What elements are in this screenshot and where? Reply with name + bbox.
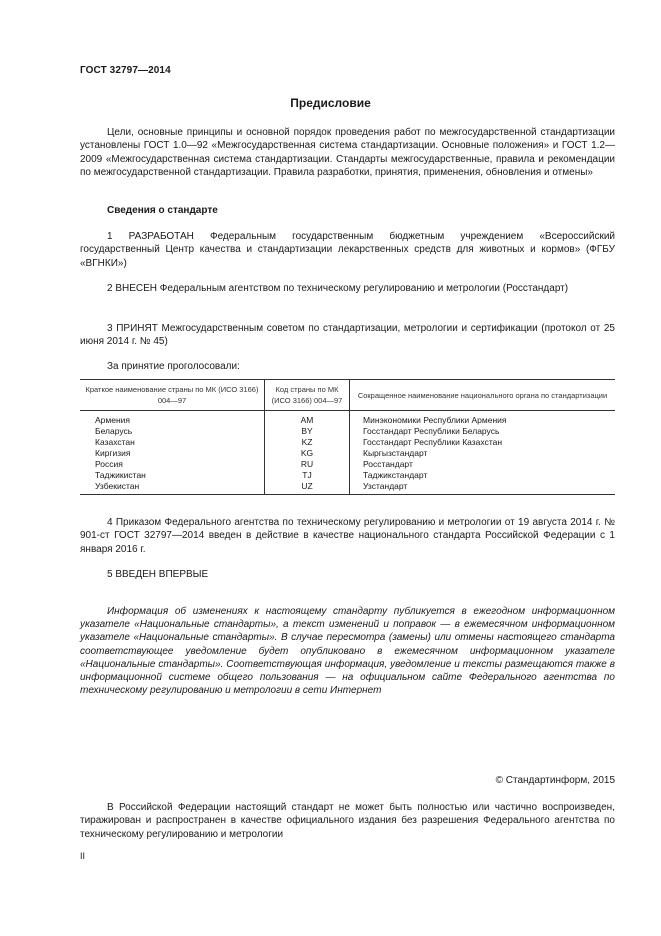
country-code: TJ — [265, 470, 350, 481]
country-code: AM — [265, 411, 350, 427]
standards-body: Госстандарт Республики Беларусь — [363, 426, 500, 436]
standards-body: Минэкономики Республики Армения — [363, 415, 507, 425]
document-code-header: ГОСТ 32797—2014 — [80, 65, 171, 76]
item-introduced: 2 ВНЕСЕН Федеральным агентством по техническому регулированию и метрологии (Росстандарт) — [107, 283, 569, 294]
voted-label: За принятие проголосовали: — [107, 361, 240, 372]
item-developed: 1 РАЗРАБОТАН Федеральным государственным бюджетным учреждением «Всероссийский государственный Центр качества и стандартизации лекарственных средств для животных и кормов» (ФГБУ «ВГНКИ») — [80, 231, 615, 269]
table-row — [80, 448, 615, 459]
reproduction-notice: В Российской Федерации настоящий стандарт не может быть полностью или частично воспроизведен, тиражирован и распространен в качестве официального издания без разрешения Федерального агентства по техническому регулированию и метрологии — [80, 802, 615, 840]
country-name: Узбекистан — [80, 481, 265, 495]
standards-body: Госстандарт Республики Казахстан — [363, 437, 503, 447]
column-header-country: Краткое наименование страны по МК (ИСО 3166) 004—97 — [80, 380, 265, 411]
section-heading: Сведения о стандарте — [107, 205, 218, 216]
preface-paragraph: Цели, основные принципы и основной порядок проведения работ по межгосударственной стандартизации установлены ГОСТ 1.0—92 «Межгосударственная система стандартизации. Основные положения» и ГОСТ 1.2—2009 «Межгосударственная система стандартизации. Стандарты межгосударственные, правила и рекомендации по межгосударственной стандартизации. Правила разработки, принятия, применения, обновления и отмены» — [80, 127, 615, 178]
country-name: Россия — [95, 459, 123, 469]
country-code: KZ — [265, 437, 350, 448]
page-number: II — [80, 851, 86, 861]
item-first-time: 5 ВВЕДЕН ВПЕРВЫЕ — [107, 569, 209, 580]
table-row — [80, 437, 615, 448]
voting-states-table — [80, 379, 615, 495]
standards-body: Кыргызстандарт — [363, 448, 428, 458]
standards-body: Узстандарт — [350, 481, 616, 495]
page-title: Предисловие — [290, 96, 371, 110]
country-code: BY — [265, 426, 350, 437]
standards-body: Росстандарт — [363, 459, 413, 469]
country-code: KG — [265, 448, 350, 459]
country-name: Армения — [95, 415, 131, 425]
country-name: Киргизия — [95, 448, 131, 458]
table-row — [80, 481, 615, 495]
table-row — [80, 426, 615, 437]
item-order: 4 Приказом Федерального агентства по техническому регулированию и метрологии от 19 августа 2014 г. № 901-ст ГОСТ 32797—2014 введен в действие в качестве национального стандарта Российской Федерации с 1 января 2016 г. — [80, 517, 615, 555]
column-header-code: Код страны по МК (ИСО 3166) 004—97 — [265, 380, 350, 411]
country-code: UZ — [265, 481, 350, 495]
table-row — [80, 459, 615, 470]
table-row — [80, 411, 615, 427]
table-row — [80, 470, 615, 481]
table-header-row — [80, 380, 615, 411]
country-name: Беларусь — [95, 426, 133, 436]
country-name: Таджикистан — [95, 470, 146, 480]
country-name: Казахстан — [95, 437, 135, 447]
copyright-notice: © Стандартинформ, 2015 — [495, 775, 615, 786]
standards-body: Таджикстандарт — [363, 470, 428, 480]
info-notice: Информация об изменениях к настоящему стандарту публикуется в ежегодном информационном указателе «Национальные стандарты», а текст изменений и поправок — в ежемесячном информационном указателе «Национальные стандарты». В случае пересмотра (замены) или отмены настоящего стандарта соответствующее уведомление будет опубликовано в ежемесячном информационном указателе «Национальные стандарты». Соответствующая информация, уведомление и тексты размещаются также в информационной системе общего пользования — на официальном сайте Федерального агентства по техническому регулированию и метрологии в сети Интернет — [80, 606, 615, 697]
country-code: RU — [265, 459, 350, 470]
item-adopted: 3 ПРИНЯТ Межгосударственным советом по стандартизации, метрологии и сертификации (протокол от 25 июня 2014 г. № 45) — [80, 323, 615, 348]
column-header-authority: Сокращенное наименование национального органа по стандартизации — [350, 380, 616, 411]
